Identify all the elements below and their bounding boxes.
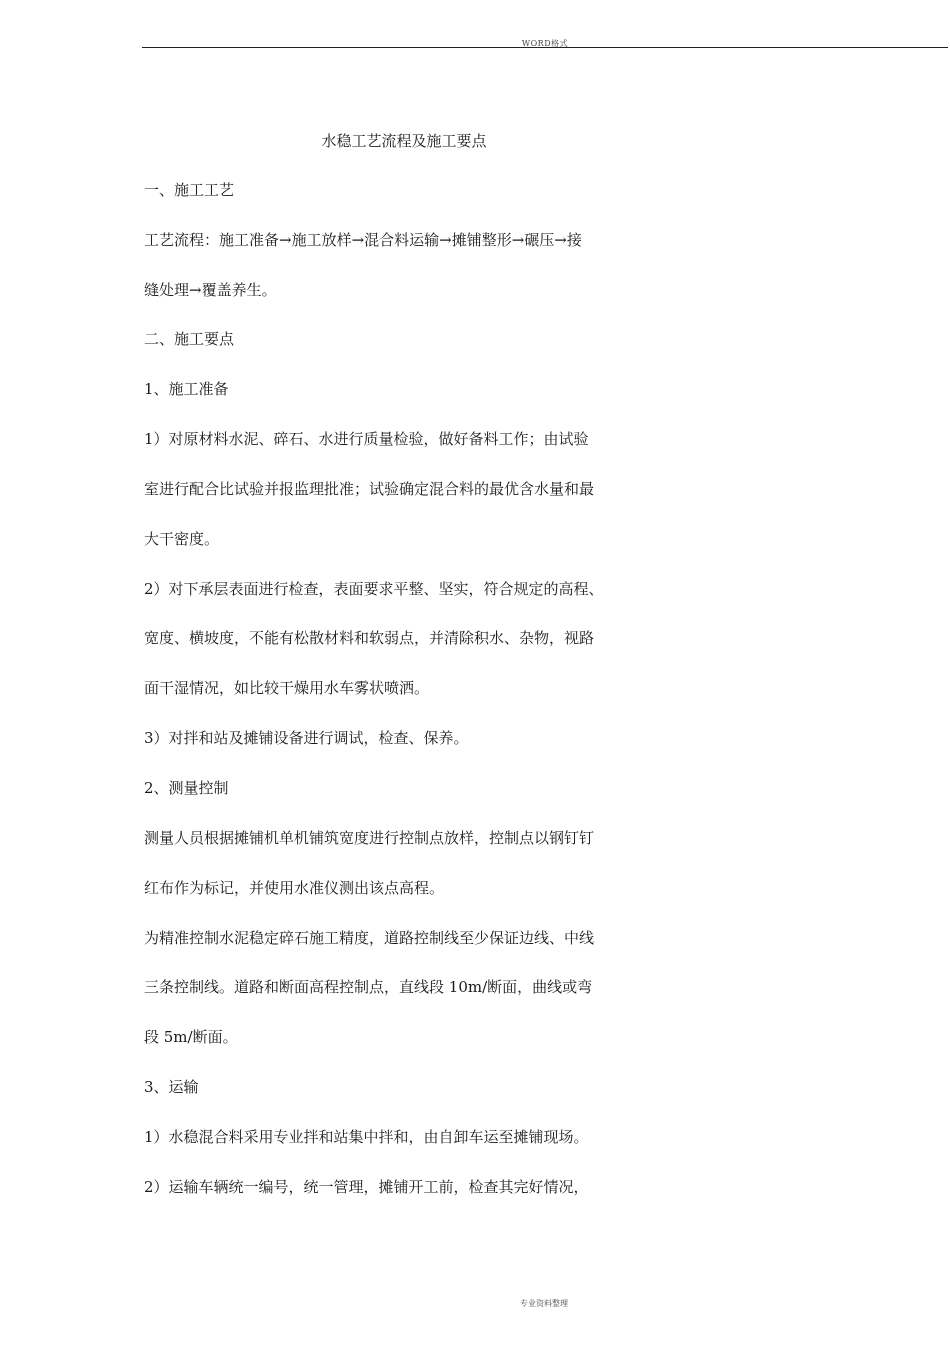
- document-title: 水稳工艺流程及施工要点: [321, 132, 487, 150]
- paragraph-line: 段 5m/断面。: [144, 1028, 238, 1046]
- paragraph-line: 为精准控制水泥稳定碎石施工精度，道路控制线至少保证边线、中线: [144, 929, 595, 947]
- page-header-label: WORD格式: [521, 39, 569, 48]
- paragraph-line: 工艺流程：施工准备→施工放样→混合料运输→摊铺整形→碾压→接: [144, 231, 582, 249]
- paragraph-line: 室进行配合比试验并报监理批准；试验确定混合料的最优含水量和最: [144, 480, 595, 498]
- section-heading-key-points: 二、施工要点: [144, 330, 235, 348]
- subsection-heading-transport: 3、运输: [144, 1078, 199, 1096]
- paragraph-line: 测量人员根据摊铺机单机铺筑宽度进行控制点放样，控制点以钢钉钉: [144, 829, 595, 847]
- paragraph-line: 1）水稳混合料采用专业拌和站集中拌和，由自卸车运至摊铺现场。: [144, 1128, 589, 1146]
- page-footer-label: 专业资料整理: [520, 1299, 568, 1308]
- subsection-heading-survey-control: 2、测量控制: [144, 779, 229, 797]
- section-heading-construction-process: 一、施工工艺: [144, 181, 235, 199]
- paragraph-line: 大干密度。: [144, 530, 220, 548]
- paragraph-line: 2）对下承层表面进行检查，表面要求平整、坚实，符合规定的高程、: [144, 580, 604, 598]
- paragraph-line: 缝处理→覆盖养生。: [144, 281, 277, 299]
- subsection-heading-preparation: 1、施工准备: [144, 380, 229, 398]
- paragraph-line: 3）对拌和站及摊铺设备进行调试，检查、保养。: [144, 729, 469, 747]
- paragraph-line: 1）对原材料水泥、碎石、水进行质量检验，做好备料工作；由试验: [144, 430, 589, 448]
- paragraph-line: 2）运输车辆统一编号，统一管理，摊铺开工前，检查其完好情况，: [144, 1178, 589, 1196]
- paragraph-line: 面干湿情况，如比较干燥用水车雾状喷洒。: [144, 679, 430, 697]
- paragraph-line: 宽度、横坡度，不能有松散材料和软弱点，并清除积水、杂物，视路: [144, 629, 595, 647]
- paragraph-line: 三条控制线。道路和断面高程控制点，直线段 10m/断面，曲线或弯: [144, 978, 593, 996]
- paragraph-line: 红布作为标记，并使用水准仪测出该点高程。: [144, 879, 445, 897]
- header-divider: [142, 47, 948, 48]
